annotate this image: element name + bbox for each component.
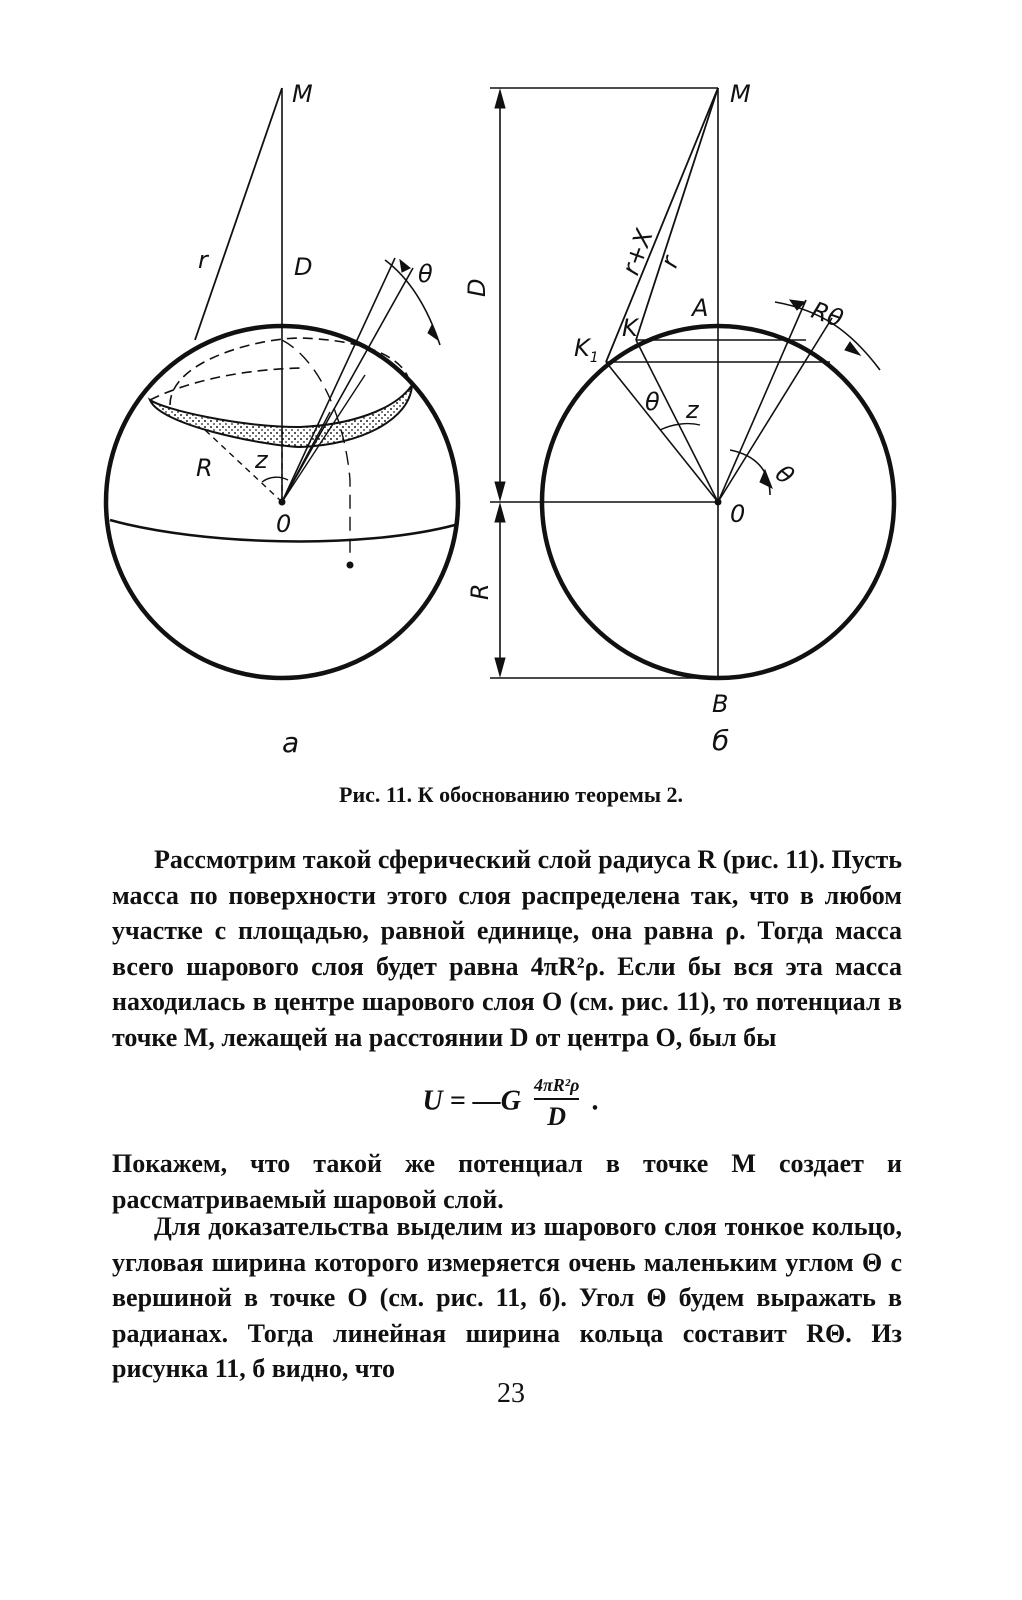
- label-b-K1: $K_1$: [574, 334, 599, 366]
- label-b-M: M: [730, 80, 751, 108]
- label-a-sublabel: a: [282, 726, 300, 759]
- formula-end: .: [592, 1085, 600, 1117]
- paragraph-1: [112, 842, 902, 1055]
- paragraph-3: [112, 1209, 902, 1387]
- page-number: 23: [497, 1378, 525, 1409]
- label-b-r: r: [655, 252, 685, 272]
- label-b-B: B: [712, 690, 729, 718]
- figure-11: [0, 0, 1022, 790]
- label-b-A: A: [692, 294, 709, 322]
- formula-denominator: D: [547, 1102, 567, 1131]
- label-a-D: D: [294, 253, 313, 281]
- formula-lhs: U = —G: [422, 1085, 521, 1117]
- label-b-z: z: [686, 396, 699, 424]
- label-b-theta-inner: θ: [645, 388, 660, 416]
- label-b-K: K: [622, 314, 638, 342]
- label-a-r: r: [198, 246, 208, 274]
- label-b-D: D: [463, 278, 491, 297]
- sphere-a: [106, 88, 458, 678]
- paragraph-2-text: Покажем, что такой же потенциал в точке M создает и рассматриваемый шаровой слой.: [112, 1149, 902, 1214]
- paragraph-3-text: Для доказательства выделим из шарового слоя тонкое кольцо, угловая ширина которого измеряется очень маленьким углом Θ с вершиной в точке O (см. рис. 11, б). Угол Θ будем выражать в радианах. Тогда линейная ширина кольца составит RΘ. Из рисунка 11, б видно, что: [112, 1212, 902, 1383]
- label-b-R: R: [466, 583, 494, 600]
- label-a-R: R: [196, 454, 213, 482]
- formula-fraction: [534, 1074, 580, 1132]
- label-a-O: 0: [276, 510, 292, 538]
- paragraph-1-text: Рассмотрим такой сферический слой радиуса R (рис. 11). Пусть масса по поверхности этого слоя распределена так, что в любом участке с площадью, равной единице, она равна ρ. Тогда масса всего шарового слоя будет равна 4πR²ρ. Если бы вся эта масса находилась в центре шарового слоя O (см. рис. 11), то потенциал в точке M, лежащей на расстоянии D от центра O, был бы: [112, 845, 902, 1052]
- label-b-sublabel: б: [712, 724, 730, 757]
- paragraph-2: [112, 1146, 902, 1217]
- sphere-b: [490, 88, 894, 678]
- potential-formula: [0, 1074, 1022, 1132]
- label-a-z: z: [255, 446, 268, 474]
- label-b-R-theta: Rθ: [807, 296, 847, 334]
- label-b-theta-outer: θ: [769, 459, 800, 491]
- label-b-O: 0: [730, 500, 746, 528]
- label-b-r-plus-x: r+X: [616, 225, 659, 279]
- figure-caption: Рис. 11. К обоснованию теоремы 2.: [339, 782, 683, 807]
- label-a-theta: θ: [418, 260, 433, 288]
- formula-numerator: 4πR²ρ: [533, 1075, 580, 1095]
- label-a-M: M: [292, 80, 313, 108]
